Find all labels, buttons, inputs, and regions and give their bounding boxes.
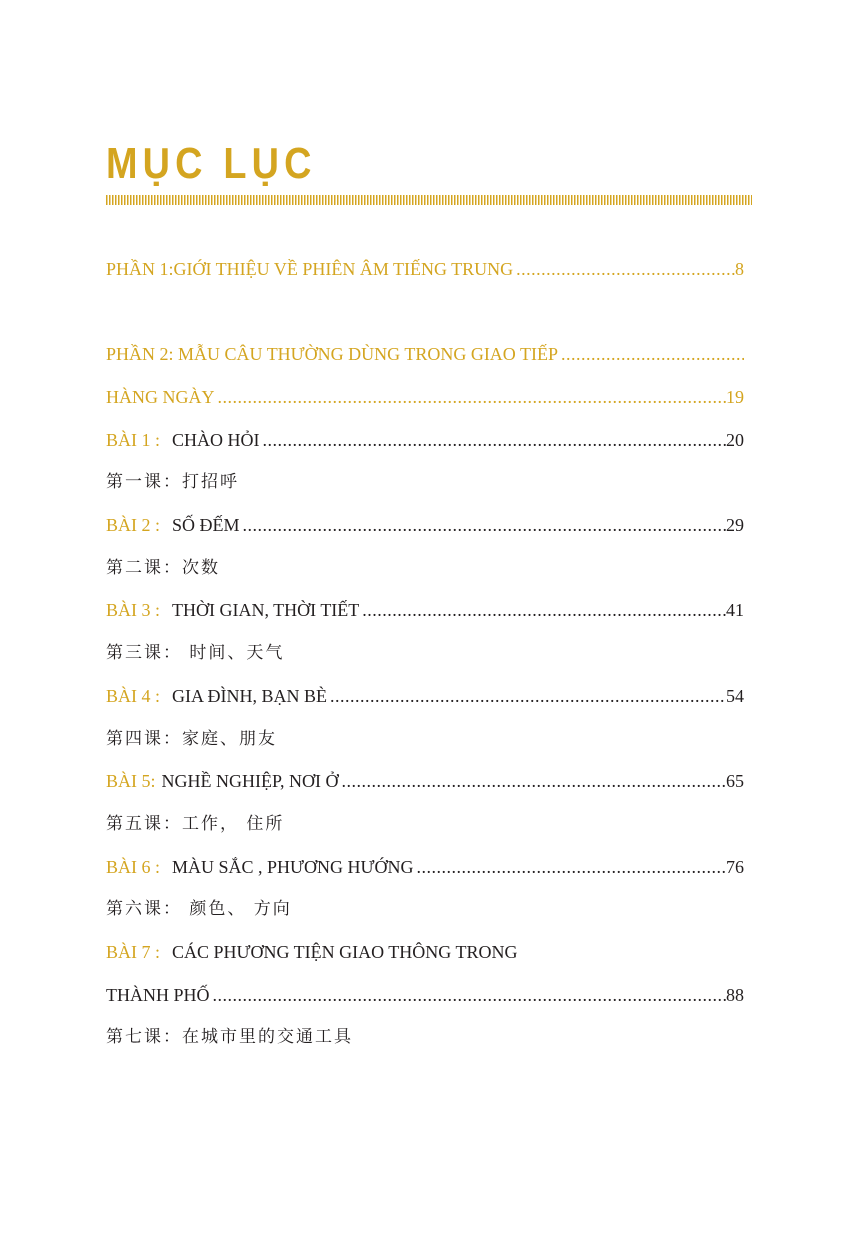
lesson-3-chinese: 第三课： 时间、天气 [106,643,285,663]
toc-entry-lesson-7-line-2[interactable] [106,982,744,1008]
toc-entry-lesson-3[interactable] [106,597,744,623]
title-underline [106,195,752,205]
lesson-label: BÀI 3 : [106,600,160,620]
page-number: 41 [726,600,744,620]
dot-leader [218,384,727,410]
lesson-label: BÀI 4 : [106,686,160,706]
entry-title: SỐ ĐẾM [172,515,240,535]
toc-entry-lesson-5[interactable] [106,768,744,794]
dot-leader [243,512,726,538]
dot-leader [342,768,727,794]
toc-entry-part-2-line-2[interactable] [106,384,744,410]
dot-leader [516,256,735,282]
entry-title: PHẦN 1:GIỚI THIỆU VỀ PHIÊN ÂM TIẾNG TRUNG [106,259,514,279]
entry-title: CÁC PHƯƠNG TIỆN GIAO THÔNG TRONG [172,942,518,962]
lesson-4-chinese: 第四课：家庭、朋友 [106,729,277,749]
dot-leader [561,341,744,367]
entry-title: MÀU SẮC , PHƯƠNG HƯỚNG [172,857,414,877]
toc-entry-part-1[interactable] [106,256,744,282]
lesson-2-chinese: 第二课：次数 [106,558,220,578]
toc-entry-lesson-6[interactable] [106,854,744,880]
lesson-label: BÀI 2 : [106,515,160,535]
entry-title: THỜI GIAN, THỜI TIẾT [172,600,360,620]
toc-entry-lesson-4[interactable] [106,683,744,709]
entry-title: GIA ĐÌNH, BẠN BÈ [172,686,327,706]
dot-leader [416,854,726,880]
dot-leader [213,982,727,1008]
entry-title: HÀNG NGÀY [106,387,215,407]
toc-entry-part-2-line-1[interactable] [106,341,744,367]
page-number: 88 [726,985,744,1005]
dot-leader [362,597,726,623]
entry-title: PHẦN 2: MẪU CÂU THƯỜNG DÙNG TRONG GIAO TIẾP [106,344,558,364]
page-number: 54 [726,686,744,706]
lesson-label: BÀI 5: [106,771,156,791]
lesson-1-chinese: 第一课：打招呼 [106,472,239,492]
lesson-6-chinese: 第六课： 颜色、 方向 [106,899,292,919]
dot-leader [330,683,726,709]
lesson-label: BÀI 6 : [106,857,160,877]
page-number: 8 [735,259,744,279]
dot-leader [263,427,727,453]
entry-title: CHÀO HỎI [172,430,260,450]
lesson-label: BÀI 1 : [106,430,160,450]
entry-title: THÀNH PHỐ [106,985,210,1005]
page-number: 19 [726,387,744,407]
lesson-7-chinese: 第七课：在城市里的交通工具 [106,1027,353,1047]
page-number: 76 [726,857,744,877]
page-number: 29 [726,515,744,535]
toc-entry-lesson-7-line-1[interactable] [106,939,744,965]
page-number: 20 [726,430,744,450]
toc-entry-lesson-2[interactable] [106,512,744,538]
page-title: MỤC LỤC [106,139,317,188]
page-number: 65 [726,771,744,791]
toc-entry-lesson-1[interactable] [106,427,744,453]
lesson-label: BÀI 7 : [106,942,160,962]
entry-title: NGHỀ NGHIỆP, NƠI Ở [161,771,339,791]
lesson-5-chinese: 第五课：工作， 住所 [106,814,285,834]
